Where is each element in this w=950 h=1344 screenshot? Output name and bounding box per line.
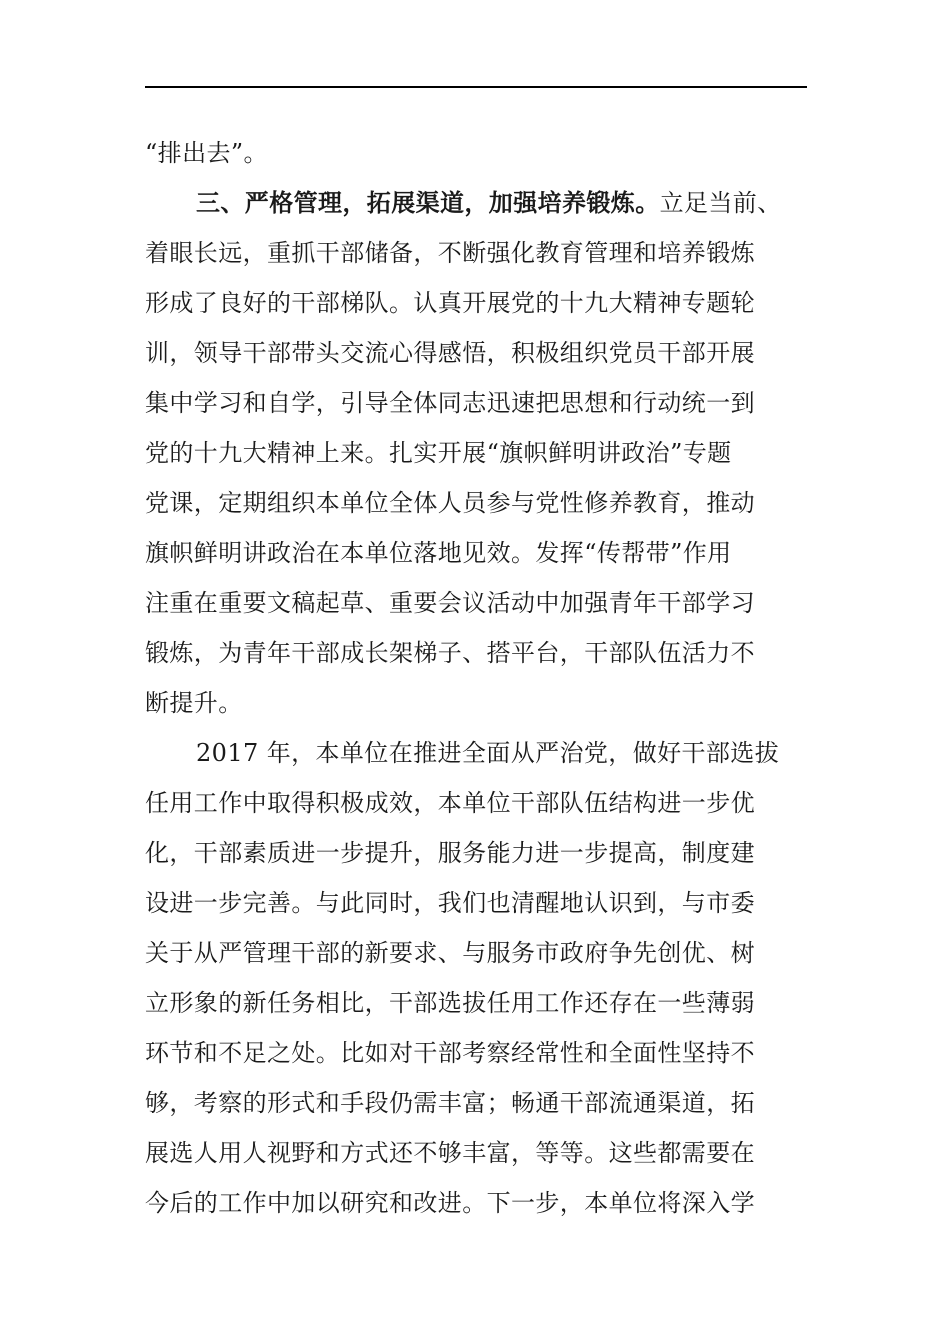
text-segment: 着眼长远，重抓干部储备，不断强化教育管理和培养锻炼 [145,239,755,267]
text-line [145,1078,807,1128]
text-segment: 断提升。 [145,689,243,717]
text-segment: 环节和不足之处。比如对干部考察经常性和全面性坚持不 [145,1039,755,1067]
text-segment: 够，考察的形式和手段仍需丰富；畅通干部流通渠道，拓 [145,1089,755,1117]
text-segment: 集中学习和自学，引导全体同志迅速把思想和行动统一到 [145,389,755,417]
text-segment: 党课，定期组织本单位全体人员参与党性修养教育，推动 [145,489,755,517]
text-line [145,778,807,828]
text-segment: “排出去”。 [145,139,268,167]
text-line [145,678,807,728]
text-line [145,378,807,428]
text-line [145,328,807,378]
text-segment: 党的十九大精神上来。扎实开展“旗帜鲜明讲政治”专题 [145,439,732,467]
text-line [145,1178,807,1228]
text-line [145,128,807,178]
text-line [145,478,807,528]
text-segment: 2017 年，本单位在推进全面从严治党，做好干部选拔 [196,739,780,767]
text-segment: 锻炼，为青年干部成长架梯子、搭平台，干部队伍活力不 [145,639,755,667]
section-heading: 三、严格管理，拓展渠道，加强培养锻炼。 [196,188,660,217]
text-segment: 训，领导干部带头交流心得感悟，积极组织党员干部开展 [145,339,755,367]
text-segment: 今后的工作中加以研究和改进。下一步，本单位将深入学 [145,1189,755,1217]
text-line [145,528,807,578]
text-line [145,578,807,628]
text-segment: 关于从严管理干部的新要求、与服务市政府争先创优、树 [145,939,755,967]
text-segment: 立形象的新任务相比，干部选拔任用工作还存在一些薄弱 [145,989,755,1017]
text-segment: 设进一步完善。与此同时，我们也清醒地认识到，与市委 [145,889,755,917]
text-line [145,978,807,1028]
text-line [145,928,807,978]
text-line [145,1028,807,1078]
text-segment: 化，干部素质进一步提升，服务能力进一步提高，制度建 [145,839,755,867]
text-line [145,278,807,328]
text-line [145,1128,807,1178]
text-line [145,178,807,228]
text-line [145,828,807,878]
text-line [145,878,807,928]
text-segment: 旗帜鲜明讲政治在本单位落地见效。发挥“传帮带”作用 [145,539,732,567]
body-text [145,128,807,1228]
text-segment: 展选人用人视野和方式还不够丰富，等等。这些都需要在 [145,1139,755,1167]
text-segment: 注重在重要文稿起草、重要会议活动中加强青年干部学习 [145,589,755,617]
text-line [145,728,807,778]
header-rule [145,86,807,88]
text-line [145,628,807,678]
text-segment: 形成了良好的干部梯队。认真开展党的十九大精神专题轮 [145,289,755,317]
text-segment: 任用工作中取得积极成效，本单位干部队伍结构进一步优 [145,789,755,817]
text-line [145,428,807,478]
text-segment: 立足当前、 [659,189,782,217]
text-line [145,228,807,278]
